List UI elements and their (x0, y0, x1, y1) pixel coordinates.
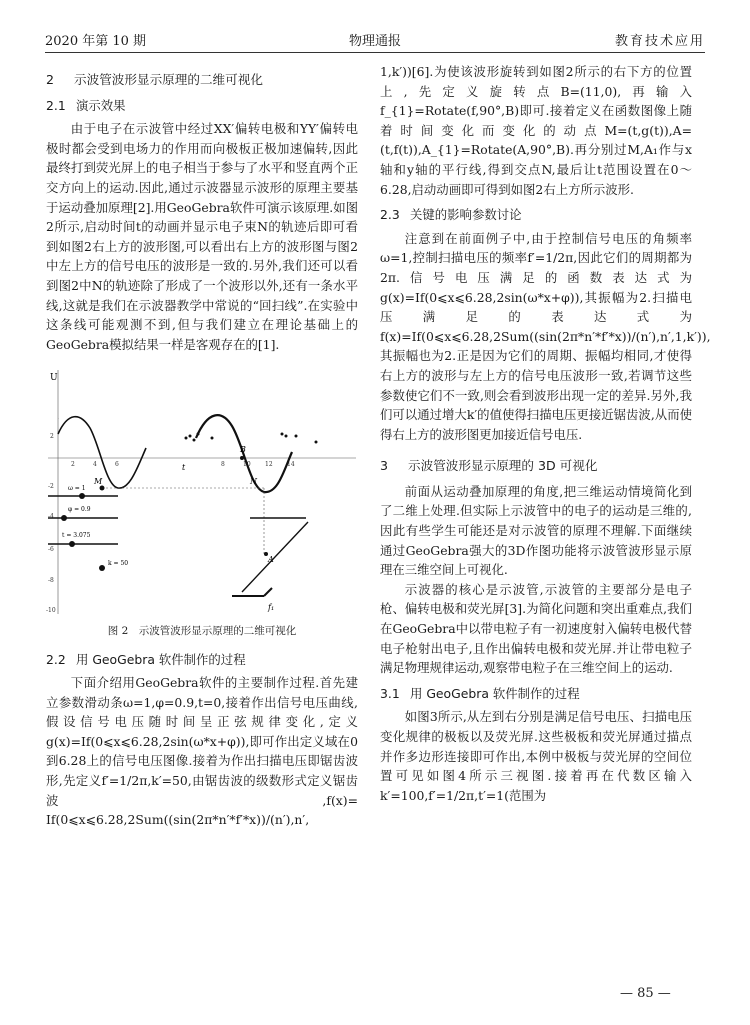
paragraph: 如图3所示,从左到右分别是满足信号电压、扫描电压变化规律的极板以及荧光屏.这些极板和荧光屏通过描点并作多边形连接即可作出,本例中极板与荧光屏的空间位置可见如图4所示三视图.接着再在代数区输入k′=100,f′=1/2π,t′=1(范围为 (380, 709, 692, 803)
axis-u-label: U (50, 373, 58, 384)
page-number: — 85 — (620, 986, 671, 1001)
x-tick: 12 (265, 461, 273, 469)
x-tick: 6 (115, 461, 119, 469)
x-tick: 2 (71, 461, 75, 469)
journal-title: 物理通报 (348, 34, 401, 49)
x-tick: 14 (287, 461, 295, 469)
section-heading: 2 示波管波形显示原理的二维可视化 (46, 72, 263, 87)
right-column (380, 62, 711, 805)
point-n-label: N (250, 477, 257, 487)
svg-text:φ = 0.9: φ = 0.9 (68, 506, 91, 514)
x-tick: 10 (243, 461, 251, 469)
y-tick: -2 (48, 483, 54, 491)
issue-label: 2020 年第 10 期 (45, 34, 147, 49)
slider-phi (48, 506, 118, 521)
section-heading: 3 示波管波形显示原理的 3D 可视化 (380, 458, 598, 474)
svg-text:t = 3.075: t = 3.075 (62, 532, 91, 540)
subsection-heading: 2.3 关键的影响参数讨论 (380, 207, 522, 223)
figure-2 (46, 366, 358, 614)
paragraph: 由于电子在示波管中经过XX′偏转电极和YY′偏转电极时都会受到电场力的作用而向极板正极加速偏转,因此最终打到荧光屏上的电子相当于参与了水平和竖直两个正交方向上的运动.因此,通过示波器显示波形的原理主要基于运动叠加原理[2].用GeoGebra软件可演示该原理.如图2所示,启动时间t的动画并显示电子束N的轨迹后即可看到如图2右上方的波形图,可以看出右上方的波形图与图2中左上方的信号电压的波形是一致的.另外,我们还可以看到图2中N的轨迹除了形成了一个波形以外,还有一条水平线,这就是我们在示波器教学中常说的“回扫线”.在实验中这条线可能观测不到,但与我们建立在理论基础上的GeoGebra模拟结果一样是客观存在的[1]. (46, 121, 358, 352)
y-tick: -10 (46, 607, 56, 615)
figure-caption: 图 2 示波管波形显示原理的二维可视化 (107, 624, 297, 637)
point-m-label: M (94, 477, 103, 487)
y-tick: -4 (48, 513, 54, 521)
paragraph: 前面从运动叠加原理的角度,把三维运动情境简化到了二维上处理.但实际上示波管中的电子的运动是三维的,因此有些学生可能还是对示波管的原理不理解.下面继续通过GeoGebra强大的3D作图功能将示波管波形显示原理在三维空间上可视化. (380, 483, 692, 578)
y-tick: -6 (48, 546, 54, 554)
slider-omega (48, 485, 118, 499)
paragraph: 示波器的核心是示波管,示波管的主要部分是电子枪、偏转电极和荧光屏[3].为简化问题和突出重难点,我们在GeoGebra中以带电粒子有一初速度射入偏转电极代替电子枪射出电子,且作出偏转电极和荧光屏.并让带电粒子满足物理规律运动,观察带电粒子在三维空间上的运动. (380, 581, 692, 676)
sawtooth-curve (242, 522, 308, 592)
paragraph: 1,k′))[6].为使该波形旋转到如图2所示的右下方的位置上,先定义旋转点B=(11,0),再输入f_{1}=Rotate(f,90°,B)即可.接着定义在函数图像上随着时间变化而变化的动点M=(t,g(t)),A=(t,f(t)),A_{1}=Rotate(A,90°,B).再分别过M,A₁作与x轴和y轴的平行线,得到交点N,最后让t范围设置在0～6.28,启动动画即可得到如图2右上方所示波形. (380, 64, 692, 197)
slider-k (99, 560, 128, 571)
y-tick: 2 (50, 433, 54, 441)
point-b-label: B (240, 445, 246, 455)
subsection-heading: 3.1 用 GeoGebra 软件制作的过程 (380, 685, 580, 701)
page-header (45, 26, 705, 53)
subsection-heading: 2.2 用 GeoGebra 软件制作的过程 (46, 651, 246, 667)
y-tick: -8 (48, 577, 54, 585)
axis-t1-label: f₁ (268, 603, 275, 613)
paragraph: 下面介绍用GeoGebra软件的主要制作过程.首先建立参数滑动条ω=1,φ=0.9,t=0,接着作出信号电压曲线,假设信号电压随时间呈正弦规律变化,定义g(x)=If(0⩽x⩽6.28,2sin(ω*x+φ)),即可作出定义域在0到6.28上的信号电压图像.接着为作出扫描电压即锯齿波形,先定义f′=1/2π,k′=50,由锯齿波的级数形式定义锯齿波,f(x)= If(0⩽x⩽6.28,2Sum((sin(2π*n′*f′*x))/(n′),n′, (46, 675, 358, 828)
x-tick: 8 (221, 461, 225, 469)
left-column (46, 62, 358, 830)
scatter-dots (185, 433, 318, 444)
x-tick: 4 (93, 461, 97, 469)
svg-text:k = 50: k = 50 (108, 560, 129, 568)
grid-dots (58, 418, 59, 419)
axis-t-label: t (182, 463, 186, 473)
point-a-label: A (268, 555, 274, 565)
paragraph: 注意到在前面例子中,由于控制信号电压的角频率ω=1,控制扫描电压的频率f′=1/2π,因此它们的周期都为2π.信号电压满足的函数表达式为g(x)=If(0⩽x⩽6.28,2sin(ω*x+φ)),其振幅为2.扫描电压满足的表达式为f(x)=If(0⩽x⩽6.28,2Sum((sin(2π*n′*f′*x))/(n′),n′,1,k′)),其振幅也为2.正是因为它们的周期、振幅均相同,才使得右上方的波形与左上方的信号电压波形一致,若调节这些参数使它们不一致,则会看到波形出现一定的差异.另外,我们可以通过增大k′的值使得扫描电压更接近锯齿波,从而使得右上方的波形图更加接近信号电压. (380, 230, 711, 442)
svg-text:ω = 1: ω = 1 (68, 485, 86, 493)
column-title: 教育技术应用 (614, 34, 705, 49)
slider-t (48, 532, 118, 547)
subsection-heading: 2.1 演示效果 (46, 97, 126, 113)
